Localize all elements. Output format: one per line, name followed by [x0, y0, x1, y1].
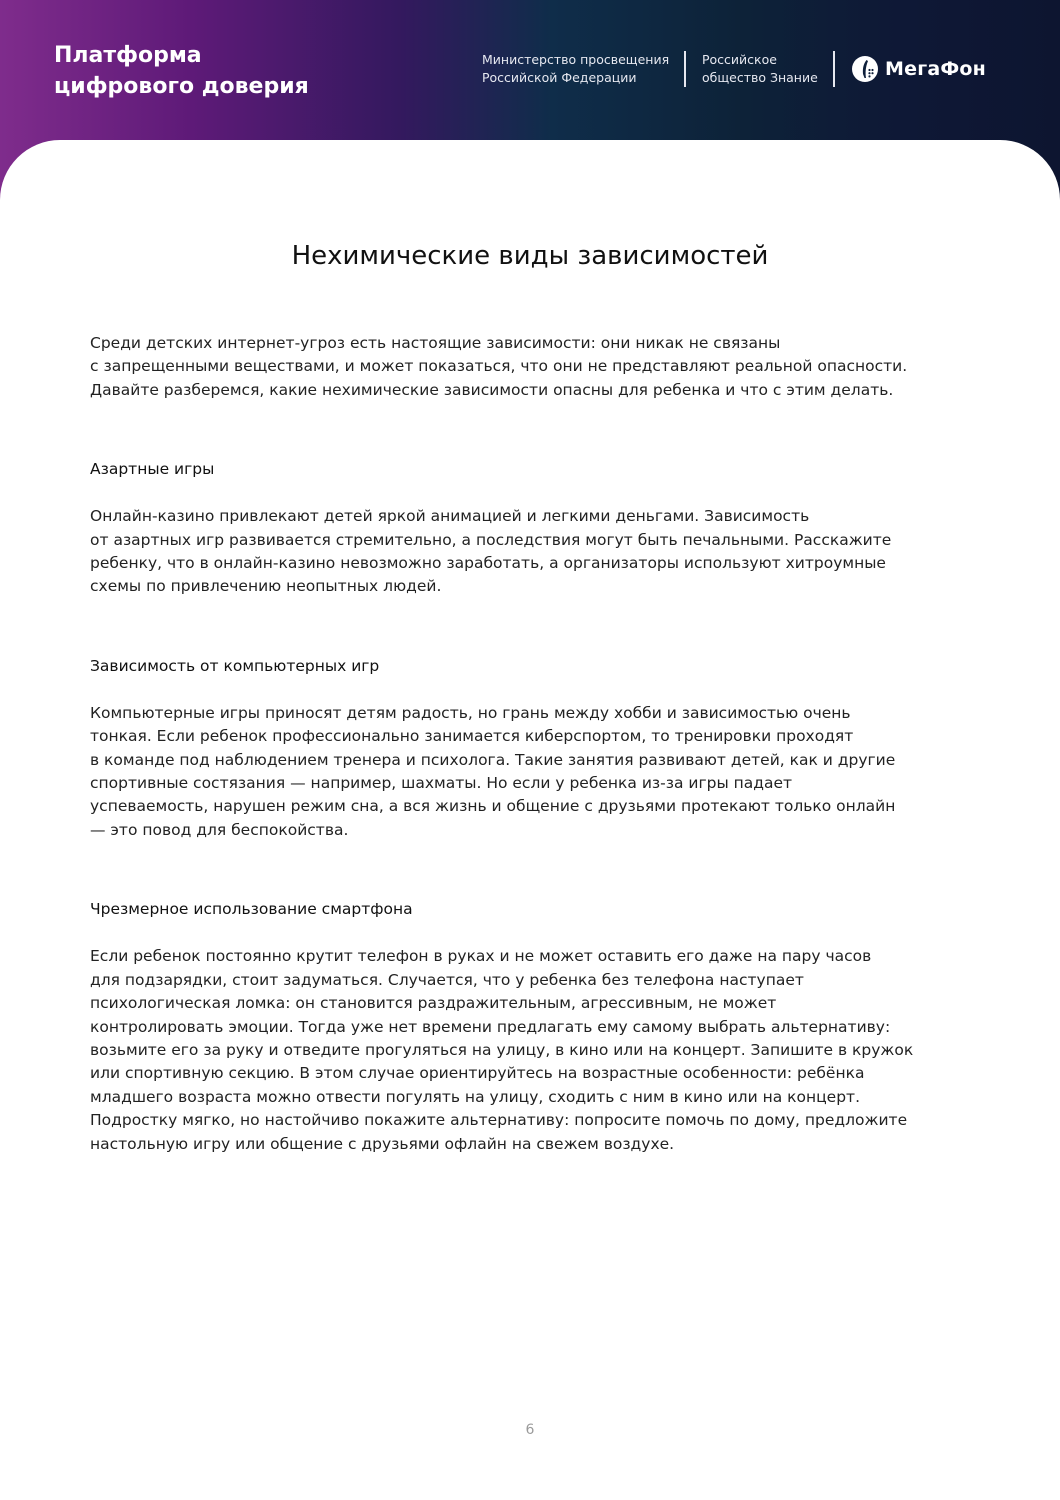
text-line: успеваемость, нарушен режим сна, а вся жизнь и общение с друзьями протекают только онлайн — [90, 797, 896, 816]
partner-ministry-line-2: Российской Федерации — [482, 70, 637, 85]
section-heading: Азартные игры — [90, 460, 215, 479]
section-gambling — [90, 458, 990, 599]
platform-title — [54, 40, 309, 102]
text-line: спортивные состязания — например, шахматы. Но если у ребенка из-за игры падает — [90, 774, 793, 793]
platform-title-line-2: цифрового доверия — [54, 74, 309, 99]
section-paragraph — [90, 945, 990, 1156]
section-paragraph — [90, 505, 990, 599]
text-line: психологическая ломка: он становится раздражительным, агрессивным, не может — [90, 994, 777, 1013]
text-line: тонкая. Если ребенок профессионально занимается киберспортом, то тренировки проходят — [90, 727, 854, 746]
text-line: младшего возраста можно отвести погулять на улицу, сходить с ним в кино или на концерт. — [90, 1087, 861, 1106]
partner-znanie-line-1: Российское — [702, 52, 777, 67]
platform-title-line-1: Платформа — [54, 43, 202, 68]
partner-divider — [684, 51, 686, 87]
text-line: от азартных игр развивается стремительно, а последствия могут быть печальными. Расскажите — [90, 530, 892, 549]
text-line: Подростку мягко, но настойчиво покажите альтернативу: попросите помочь по дому, предложите — [90, 1111, 908, 1130]
section-heading: Зависимость от компьютерных игр — [90, 656, 380, 675]
text-line: ребенку, что в онлайн-казино невозможно заработать, а организаторы используют хитроумные — [90, 554, 886, 573]
text-line: настольную игру или общение с друзьями офлайн на свежем воздухе. — [90, 1134, 675, 1153]
text-line: Если ребенок постоянно крутит телефон в руках и не может оставить его даже на пару часов — [90, 947, 872, 966]
megafon-wordmark: МегаФон — [885, 58, 986, 80]
text-line: контролировать эмоции. Тогда уже нет времени предлагать ему самому выбрать альтернативу: — [90, 1017, 891, 1036]
text-line: схемы по привлечению неопытных людей. — [90, 577, 442, 596]
text-line: в команде под наблюдением тренера и психолога. Такие занятия развивают детей, как и другие — [90, 750, 896, 769]
section-smartphone — [90, 898, 990, 1156]
page-title: Нехимические виды зависимостей — [291, 241, 769, 271]
partner-divider — [833, 51, 835, 87]
article-body — [90, 332, 990, 1212]
text-line: для подзарядки, стоит задуматься. Случается, что у ребенка без телефона наступает — [90, 970, 804, 989]
text-line: Давайте разберемся, какие нехимические зависимости опасны для ребенка и что с этим делать. — [90, 380, 894, 399]
partner-ministry-line-1: Министерство просвещения — [482, 52, 670, 67]
intro-paragraph — [90, 332, 990, 402]
megafon-logo-icon — [851, 55, 879, 83]
text-line: или спортивную секцию. В этом случае ориентируйтесь на возрастные особенности: ребёнка — [90, 1064, 865, 1083]
megafon-brand — [851, 54, 986, 84]
text-line: — это повод для беспокойства. — [90, 820, 349, 839]
section-heading: Чрезмерное использование смартфона — [90, 900, 413, 919]
text-line: с запрещенными веществами, и может показаться, что они не представляют реальной опасности. — [90, 357, 908, 376]
text-line: Онлайн-казино привлекают детей яркой анимацией и легкими деньгами. Зависимость — [90, 507, 810, 526]
partner-znanie — [702, 51, 818, 87]
page-number: 6 — [525, 1422, 535, 1438]
partner-ministry — [482, 51, 669, 87]
text-line: возьмите его за руку и отведите прогуляться на улицу, в кино или на концерт. Запишите в кружок — [90, 1040, 914, 1059]
section-paragraph — [90, 702, 990, 842]
text-line: Компьютерные игры приносят детям радость, но грань между хобби и зависимостью очень — [90, 703, 851, 722]
partner-znanie-line-2: общество Знание — [702, 70, 818, 85]
text-line: Среди детских интернет-угроз есть настоящие зависимости: они никак не связаны — [90, 334, 781, 352]
section-computer-games — [90, 655, 990, 842]
